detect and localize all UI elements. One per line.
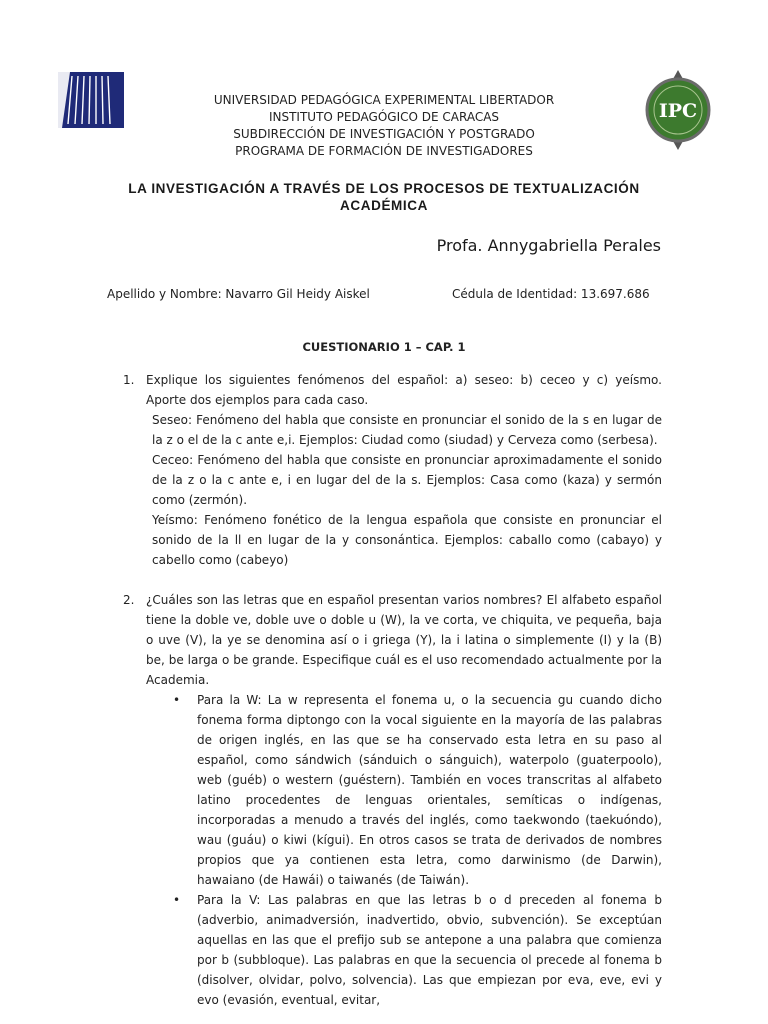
question-text: ¿Cuáles son las letras que en español presentan varios nombres? El alfabeto español tiene la doble ve, doble uve o doble u (W), la ve corta, ve chiquita, ve pequeña, baja o uve (V), la ye se denomina así o i griega (Y), la i latina o simplemente (I) y la (B) be, be larga o be grande. Especifique cuál es el uso recomendado actualmente por la Academia. xyxy=(146,593,662,687)
question-number: 1. xyxy=(123,373,135,387)
institution-line: PROGRAMA DE FORMACIÓN DE INVESTIGADORES xyxy=(235,144,533,158)
answer-paragraph: Ceceo: Fenómeno del habla que consiste en pronunciar aproximadamente el sonido de la z o la c ante e, i en lugar del de la s. Ejemplos: Casa como (kaza) y sermón como (zermón). xyxy=(152,453,662,507)
institution-line: INSTITUTO PEDAGÓGICO DE CARACAS xyxy=(268,110,500,124)
document-title: LA INVESTIGACIÓN A TRAVÉS DE LOS PROCESOS DE TEXTUALIZACIÓN ACADÉMICA xyxy=(128,181,640,213)
professor-name: Profa. Annygabriella Perales xyxy=(436,236,661,255)
institution-line: SUBDIRECCIÓN DE INVESTIGACIÓN Y POSTGRADO xyxy=(233,127,535,141)
seal-label: IPC xyxy=(658,100,698,122)
answer-paragraph: Yeísmo: Fenómeno fonético de la lengua española que consiste en pronunciar el sonido de la ll en lugar de la y consonántica. Ejemplos: caballo como (cabayo) y cabello como (cabeyo) xyxy=(152,513,662,567)
answer-paragraph: Seseo: Fenómeno del habla que consiste en pronunciar el sonido de la s en lugar de la z o el de la c ante e,i. Ejemplos: Ciudad como (siudad) y Cerveza como (serbesa). xyxy=(152,413,662,447)
question-1 xyxy=(107,370,662,410)
question-number: 2. xyxy=(123,593,135,607)
student-name: Apellido y Nombre: Navarro Gil Heidy Aiskel xyxy=(107,287,370,301)
question-2 xyxy=(107,590,662,690)
bullet-list xyxy=(107,690,662,1010)
bullet-item xyxy=(173,690,662,890)
bullet-item xyxy=(173,890,662,1010)
questionnaire-body xyxy=(107,370,662,1010)
bullet-icon: • xyxy=(173,893,181,907)
bullet-text: Para la V: Las palabras en que las letras b o d preceden al fonema b (adverbio, animadversión, inadvertido, obvio, subvención). Se exceptúan aquellas en las que el prefijo sub se antepone a una palabra que comienza por b (subbloque). Las palabras en que la secuencia ol precede al fonema b (disolver, olvidar, polvo, solvencia). Las que empiezan por eva, eve, evi y evo (evasión, eventual, evitar, xyxy=(197,893,662,1007)
question-text: Explique los siguientes fenómenos del español: a) seseo: b) ceceo y c) yeísmo. Aporte dos ejemplos para cada caso. xyxy=(146,373,662,407)
student-id: Cédula de Identidad: 13.697.686 xyxy=(452,287,650,301)
bullet-icon: • xyxy=(173,693,181,707)
institution-block xyxy=(0,92,768,160)
institution-line: UNIVERSIDAD PEDAGÓGICA EXPERIMENTAL LIBERTADOR xyxy=(213,93,555,107)
bullet-text: Para la W: La w representa el fonema u, o la secuencia gu cuando dicho fonema forma diptongo con la vocal siguiente en la mayoría de las palabras de origen inglés, en las que se ha conservado esta letra en su paso al español, como sándwich (sánduich o sánguich), waterpolo (guaterpoolo), web (guéb) o western (guéstern). También en voces transcritas al alfabeto latino procedentes de lenguas orientales, semíticas o indígenas, incorporadas a menudo a través del inglés, como taekwondo (taekuóndo), wau (guáu) o kiwi (kígui). En otros casos se trata de derivados de nombres propios que ya contienen esta letra, como darwinismo (de Darwin), hawaiano (de Hawái) o taiwanés (de Taiwán). xyxy=(197,693,662,887)
questionnaire-title: CUESTIONARIO 1 – CAP. 1 xyxy=(302,340,466,354)
